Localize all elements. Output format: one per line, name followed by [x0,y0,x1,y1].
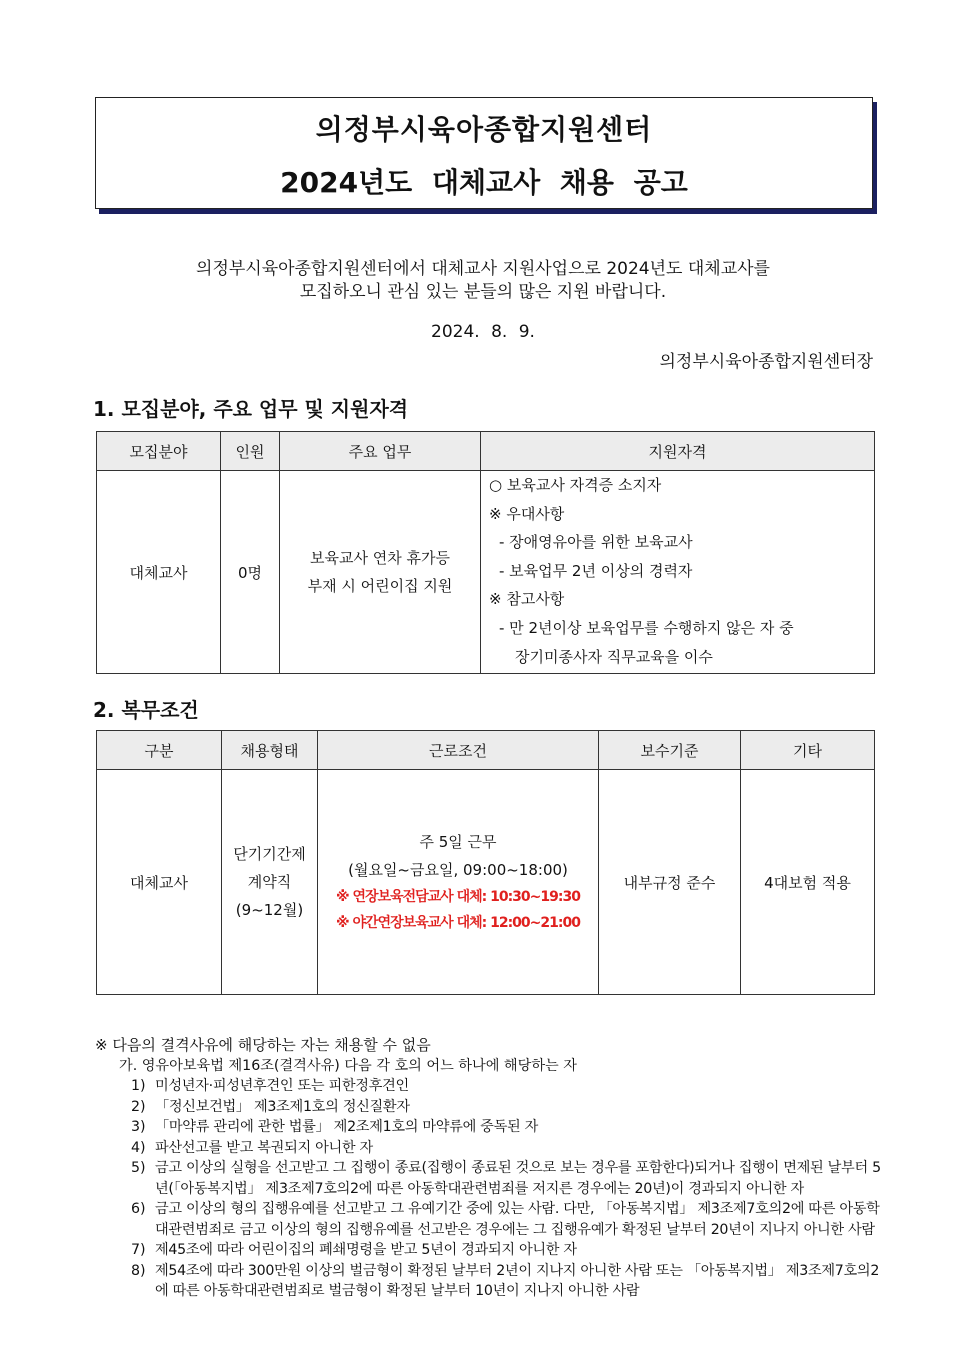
notice-date: 2024. 8. 9. [431,322,535,342]
conditions-table [96,730,875,995]
work-cell [318,770,599,995]
work-note-red: ※ 연장보육전담교사 대체: 10:30~19:30 [336,889,580,905]
etc-cell: 4대보험 적용 [741,770,875,995]
duties-line: 부재 시 어린이집 지원 [307,577,453,596]
duties-line: 보육교사 연차 휴가등 [310,549,450,568]
item-text: 제54조에 따라 300만원 이상의 벌금형이 확정된 날부터 2년이 지나지 아니한 사람 또는 「아동복지법」 제3조제7호의2에 따른 아동학대관련범죄로 벌금형이 확정된 날부터 10년이 지나지 아니한 사람 [155,1262,880,1299]
item-number: 2) [131,1098,146,1115]
qualifications-cell [481,471,875,674]
header-work: 근로조건 [318,731,599,770]
list-item [95,1138,885,1159]
qualification-line: - 보육업무 2년 이상의 경력자 [499,561,693,580]
work-note-red: ※ 야간연장보육교사 대체: 12:00~21:00 [336,915,580,931]
notes-heading: ※ 다음의 결격사유에 해당하는 자는 채용할 수 없음 [95,1036,431,1054]
item-text: 「마약류 관리에 관한 법률」 제2조제1호의 마약류에 중독된 자 [155,1119,539,1135]
count-cell: 0명 [221,471,280,674]
list-item [95,1117,885,1138]
intro-line-1: 의정부시육아종합지원센터에서 대체교사 지원사업으로 2024년도 대체교사를 [196,259,770,279]
qualification-line: - 장애영유아를 위한 보육교사 [499,533,693,552]
header-count: 인원 [221,432,280,471]
work-line: 주 5일 근무 [419,833,497,851]
header-field: 모집분야 [97,432,221,471]
duties-cell [280,471,481,674]
pay-cell: 내부규정 준수 [599,770,741,995]
recruitment-table [96,431,875,674]
item-text: 미성년자·피성년후견인 또는 피한정후견인 [155,1078,409,1094]
item-text: 「정신보건법」 제3조제1호의 정신질환자 [155,1098,410,1115]
intro-line-2: 모집하오니 관심 있는 분들의 많은 지원 바랍니다. [299,282,667,302]
category-cell: 대체교사 [97,770,222,995]
header-category: 구분 [97,731,222,770]
item-number: 7) [131,1242,146,1258]
header-etc: 기타 [741,731,875,770]
section-1-title: 1. 모집분야, 주요 업무 및 지원자격 [93,397,409,421]
disqualification-notes [95,1034,885,1302]
item-number: 5) [131,1160,146,1176]
list-item [95,1261,885,1302]
item-text: 파산선고를 받고 복권되지 아니한 자 [155,1139,373,1156]
item-text: 금고 이상의 실형을 선고받고 그 집행이 종료(집행이 종료된 것으로 보는 경우를 포함한다)되거나 집행이 면제된 날부터 5년(「아동복지법」 제3조제7호의2에 따른 아동학대관련범죄를 저지른 경우에는 20년)이 경과되지 아니한 자 [155,1160,881,1197]
qualification-line: ※ 우대사항 [489,504,565,523]
title-box [95,97,873,209]
qualification-line: ○ 보육교사 자격증 소지자 [489,476,662,494]
work-line: (월요일~금요일, 09:00~18:00) [348,861,568,879]
list-item [95,1240,885,1261]
list-item [95,1097,885,1118]
item-number: 4) [131,1139,146,1156]
item-number: 8) [131,1262,146,1279]
item-number: 1) [131,1078,146,1094]
item-text: 제45조에 따라 어린이집의 폐쇄명령을 받고 5년이 경과되지 아니한 자 [155,1242,577,1258]
qualification-line: 장기미종사자 직무교육을 이수 [515,647,713,666]
notes-subheading: 가. 영유아보육법 제16조(결격사유) 다음 각 호의 어느 하나에 해당하는 자 [119,1058,577,1074]
title-line-1: 의정부시육아종합지원센터 [315,113,653,146]
section-2-title: 2. 복무조건 [93,698,199,722]
header-employment: 채용형태 [222,731,318,770]
qualification-line: ※ 참고사항 [489,590,565,609]
employment-cell [222,770,318,995]
employment-line: (9~12월) [235,901,304,919]
item-number: 3) [131,1119,146,1135]
header-pay: 보수기준 [599,731,741,770]
item-number: 6) [131,1201,146,1217]
signer: 의정부시육아종합지원센터장 [659,352,873,372]
title-line-2: 2024년도 대체교사 채용 공고 [280,166,688,199]
list-item [95,1199,885,1240]
employment-line: 계약직 [247,873,292,891]
item-text: 금고 이상의 형의 집행유예를 선고받고 그 유예기간 중에 있는 사람. 다만, 「아동복지법」 제3조제7호의2에 따른 아동학대관련범죄로 금고 이상의 형의 집행유예를 선고받은 경우에는 그 집행유예가 확정된 날부터 20년이 지나지 아니한 사람 [155,1201,880,1238]
employment-line: 단기기간제 [233,845,306,863]
header-qualifications: 지원자격 [481,432,875,471]
qualification-line: - 만 2년이상 보육업무를 수행하지 않은 자 중 [499,618,794,637]
list-item [95,1158,885,1199]
field-cell: 대체교사 [97,471,221,674]
header-duties: 주요 업무 [280,432,481,471]
list-item [95,1076,885,1097]
